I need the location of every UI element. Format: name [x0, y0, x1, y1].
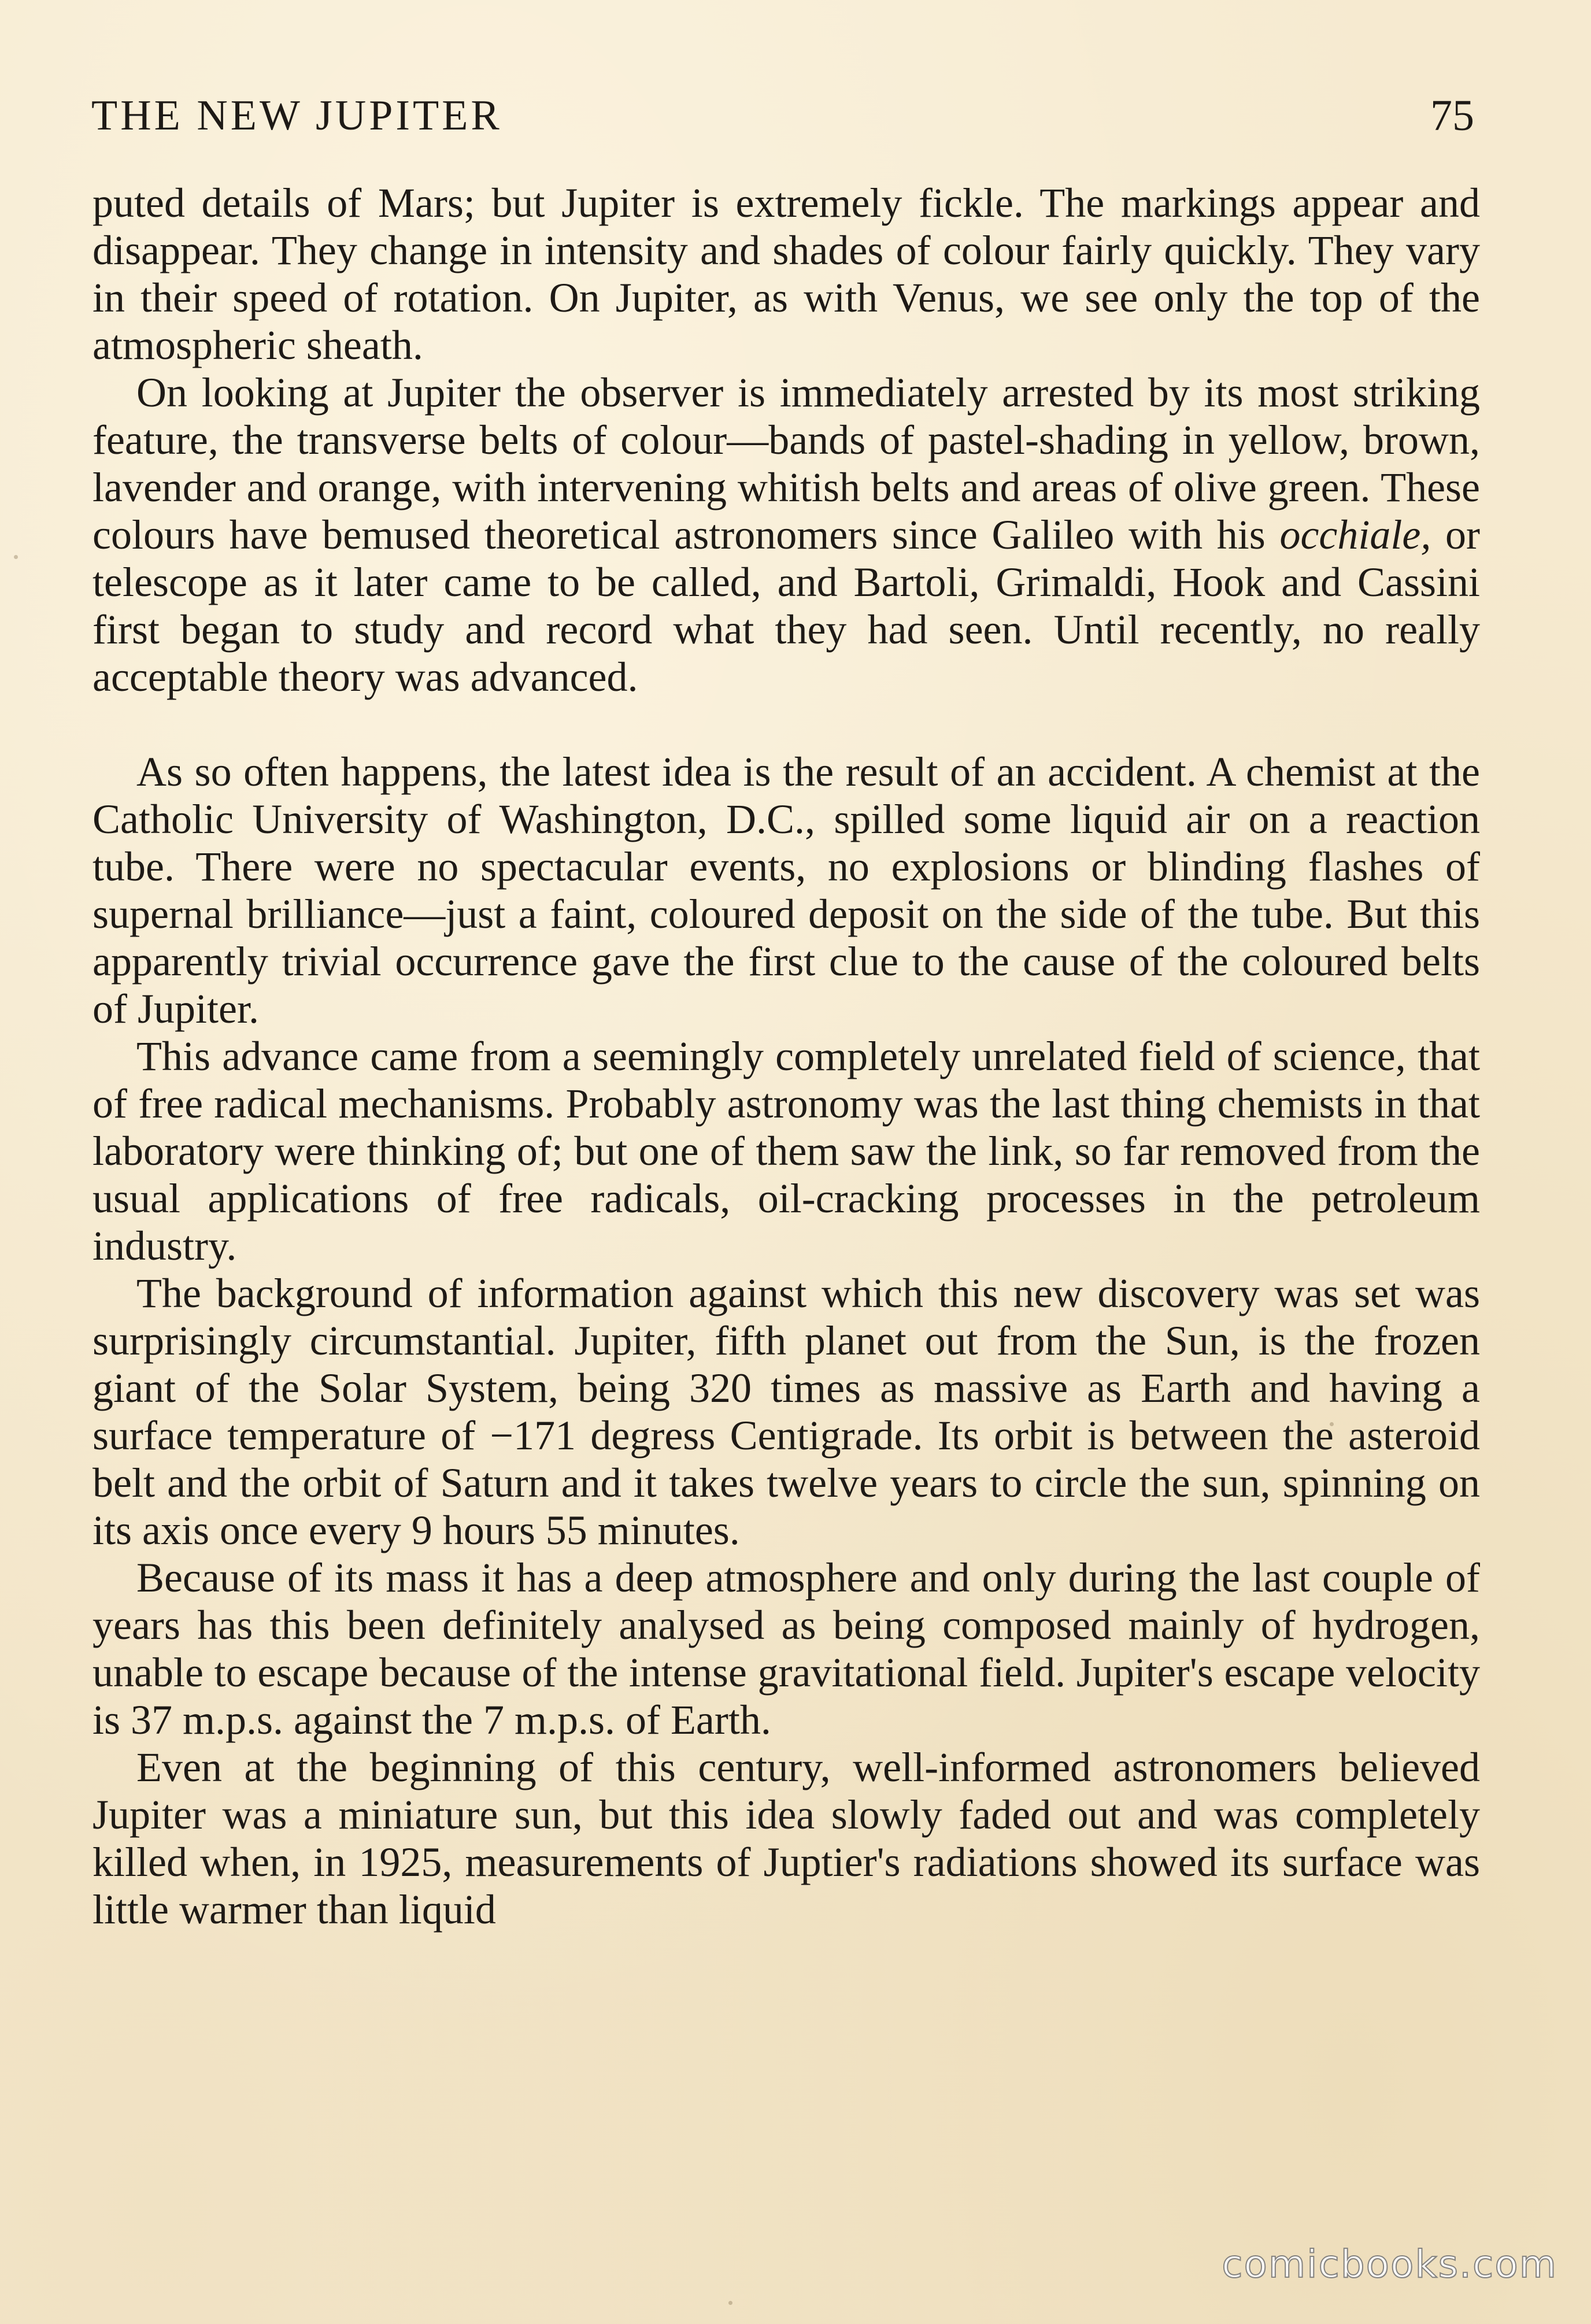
paragraph-5: The background of information against which this new discovery was set was surprisingly circumstantial. Jupiter, fifth planet out from the Sun, is the frozen giant of the Solar System, being 320 times as massive as Earth and having a surface temperature of −171 degress Centigrade. Its orbit is between the asteroid belt and the orbit of Saturn and it takes twelve years to circle the sun, spinning on its axis once every 9 hours 55 minutes. — [92, 1270, 1480, 1553]
paragraph-6: Because of its mass it has a deep atmosphere and only during the last couple of years has this been definitely analysed as being composed mainly of hydrogen, unable to escape because of the intense gravitational field. Jupiter's escape velocity is 37 m.p.s. against the 7 m.p.s. of Earth. — [92, 1555, 1480, 1743]
paragraph-2-text-before: On looking at Jupiter the observer is immediately arrested by its most striking feature, the transverse belts of colour—bands of pastel-shading in yellow, brown, lavender and orange, with intervening whitish belts and areas of olive green. These colours have bemused theoretical astronomers since Galileo with his — [92, 369, 1480, 558]
paragraph-1: puted details of Mars; but Jupiter is extremely fickle. The markings appear and disappear. They change in intensity and shades of colour fairly quickly. They vary in their speed of rotation. On Jupiter, as with Venus, we see only the top of the atmospheric sheath. — [92, 180, 1480, 368]
paragraph-2 — [92, 369, 1480, 701]
paper-speck — [728, 2301, 732, 2305]
paragraph-7: Even at the beginning of this century, well-informed astronomers believed Jupiter was a miniature sun, but this idea slowly faded out and was completely killed when, in 1925, measurements of Juptier's radiations showed its surface was little warmer than liquid — [92, 1744, 1480, 1933]
watermark-logo: comicbooks.com — [1222, 2242, 1557, 2286]
paragraph-2-text-after: or telescope as it later came to be called, and Bartoli, Grimaldi, Hook and Cassini first began to study and record what they had seen. Until recently, no really acceptable theory was advanced. — [92, 512, 1480, 700]
page-number: 75 — [1430, 91, 1474, 140]
running-head — [91, 87, 1474, 145]
paper-speck — [1330, 1422, 1334, 1426]
paragraph-4: This advance came from a seemingly completely unrelated field of science, that of free radical mechanisms. Probably astronomy was the last thing chemists in that laboratory were thinking of; but one of them saw the link, so far removed from the usual applications of free radicals, oil-cracking processes in the petroleum industry. — [92, 1033, 1480, 1269]
paper-speck — [14, 555, 18, 559]
running-title: THE NEW JUPITER — [91, 92, 502, 139]
paragraph-2-italic-term: occhiale, — [1279, 512, 1431, 558]
paragraph-3: As so often happens, the latest idea is the result of an accident. A chemist at the Catholic University of Washington, D.C., spilled some liquid air on a reaction tube. There were no spectacular events, no explosions or blinding flashes of supernal brilliance—just a faint, coloured deposit on the side of the tube. But this apparently trivial occurrence gave the first clue to the cause of the coloured belts of Jupiter. — [92, 749, 1480, 1032]
body-text — [92, 179, 1480, 1933]
